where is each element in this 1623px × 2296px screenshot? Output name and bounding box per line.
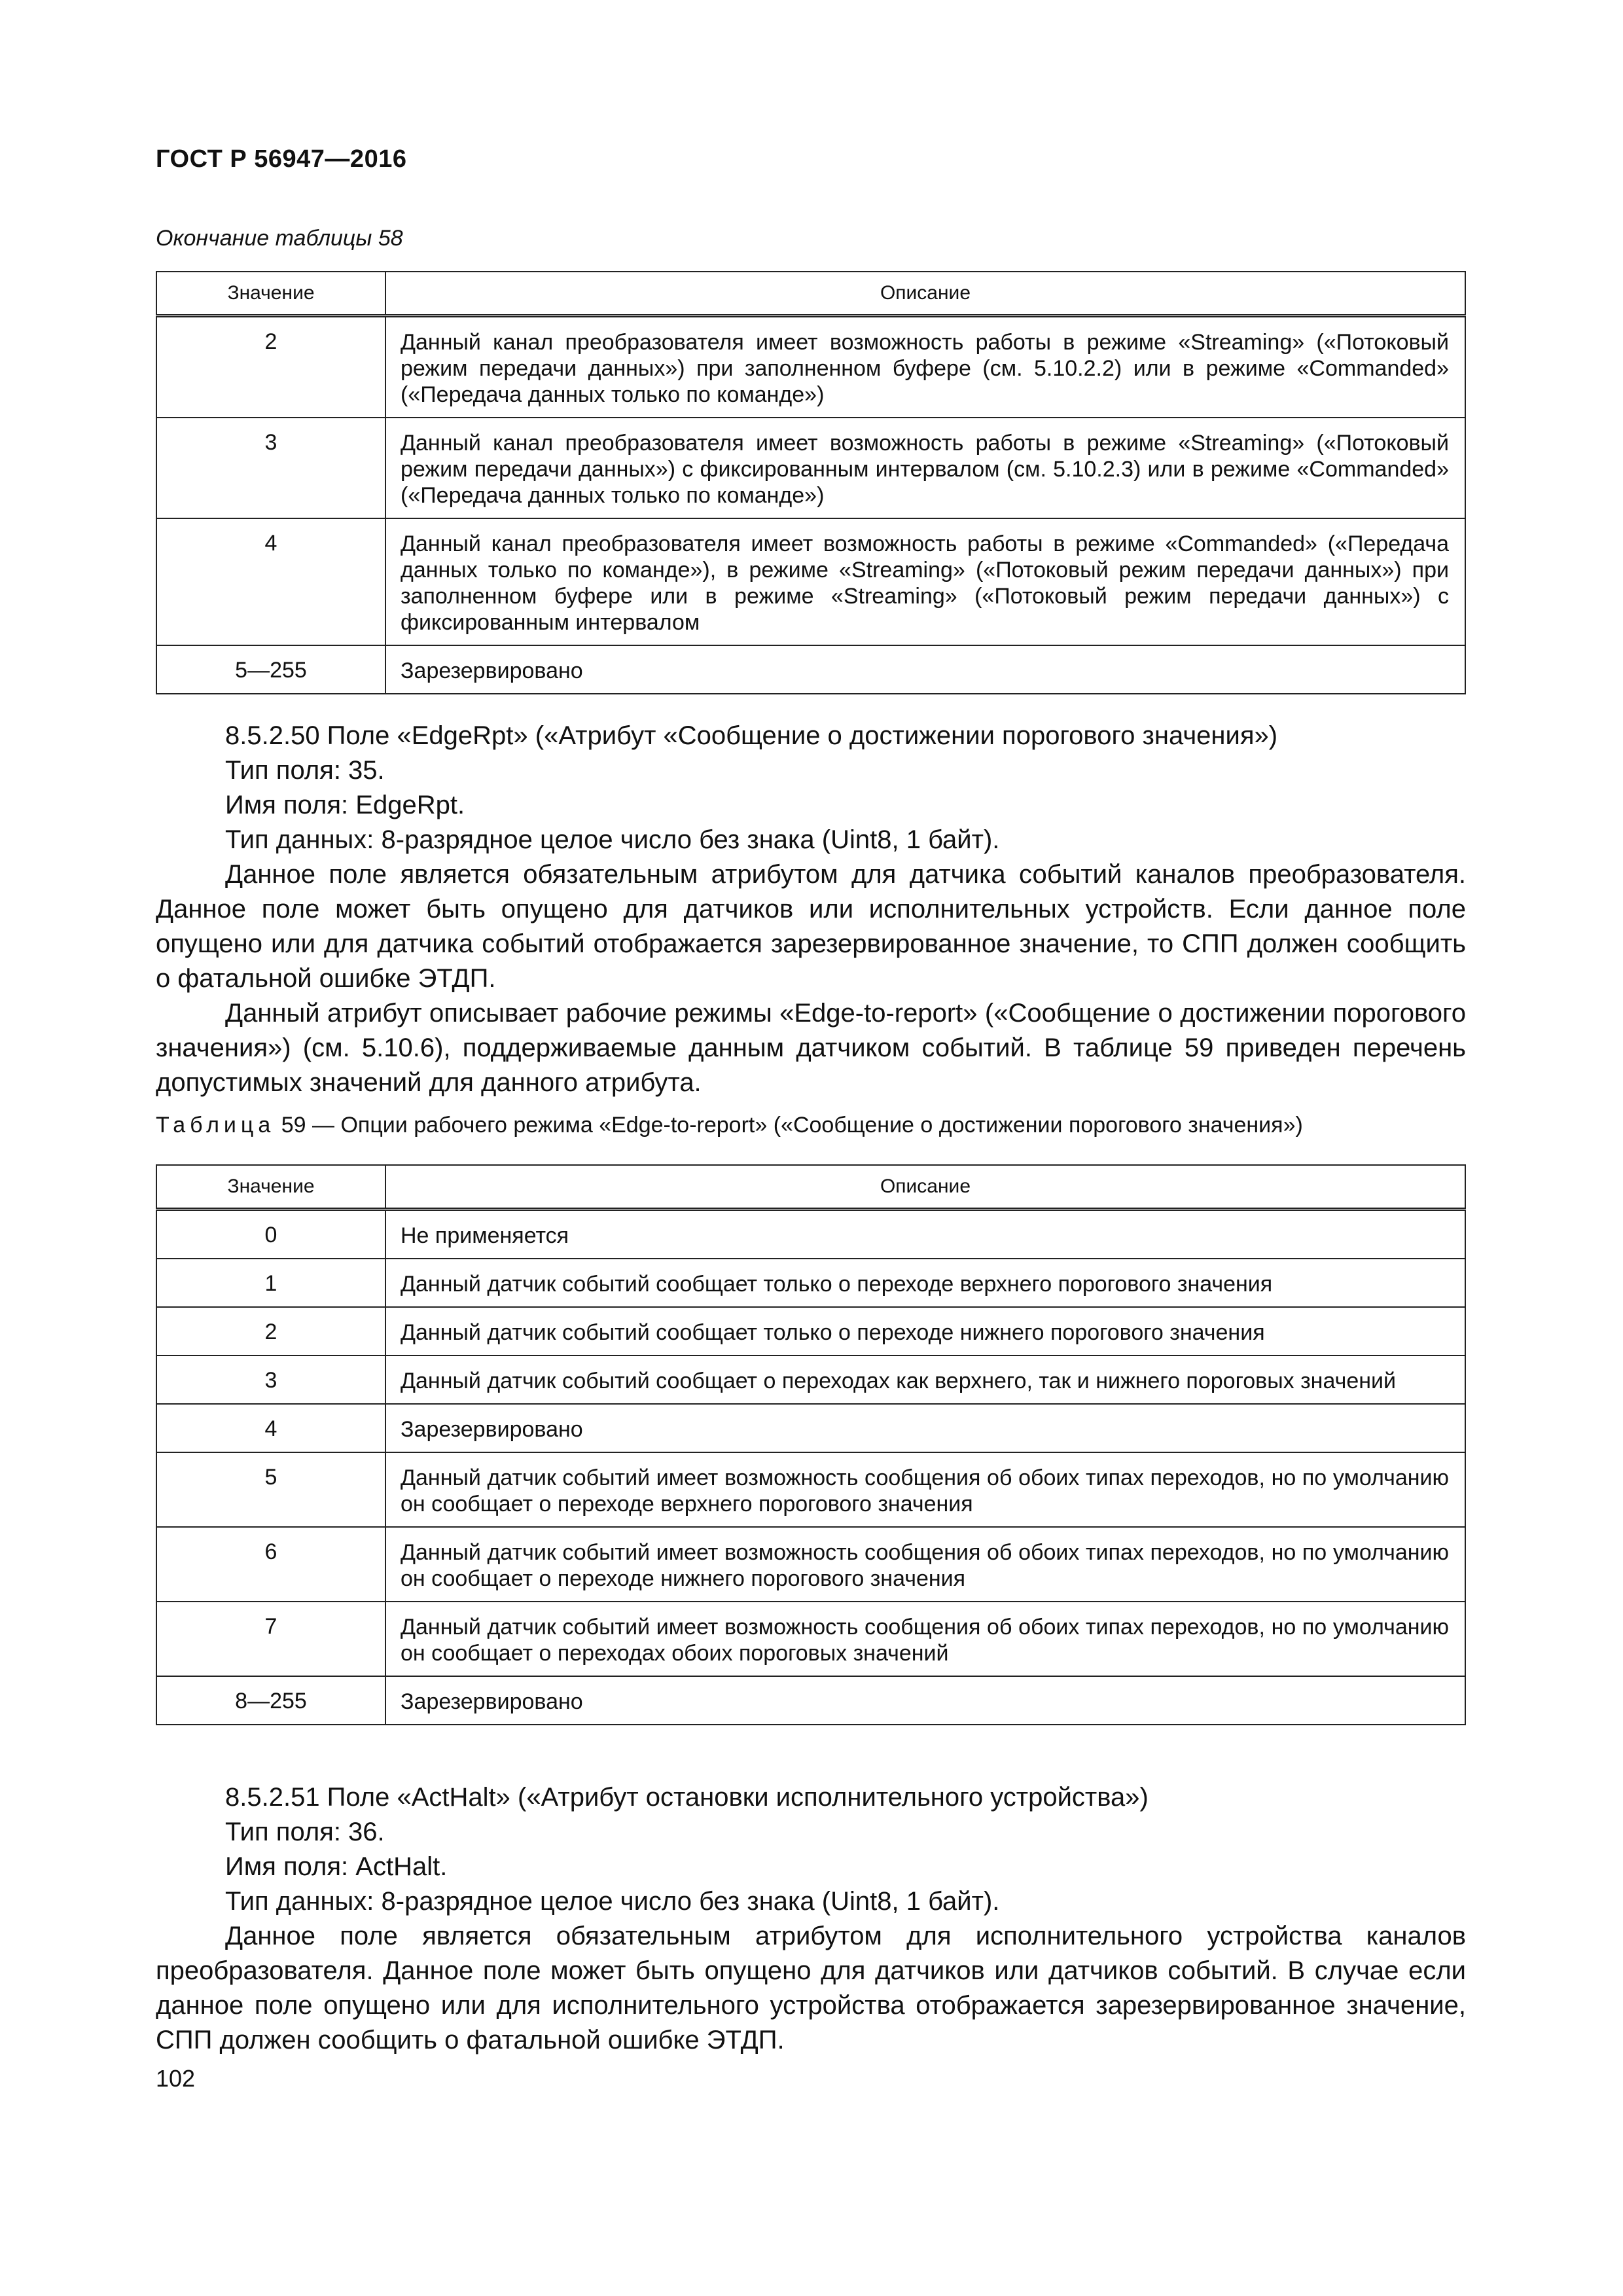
paragraph: Данный атрибут описывает рабочие режимы «Edge-to-report» («Сообщение о достижении порогового значения») (см. 5.10.6), поддерживаемые данным датчиком событий. В таблице 59 приведен перечень допустимых значений для данного атрибута. <box>156 999 1466 1097</box>
table-59-caption <box>156 1113 1303 1138</box>
field-type: Тип поля: 35. <box>225 756 385 785</box>
row-description: Данный канал преобразователя имеет возможность работы в режиме «Streaming» («Потоковый режим передачи данных») с фиксированным интервалом (см. 5.10.2.3) или в режиме «Commanded» («Передача данных только по команде») <box>385 418 1465 518</box>
column-header-description: Описание <box>385 1165 1465 1210</box>
table-row <box>156 1452 1465 1527</box>
row-description: Зарезервировано <box>385 645 1465 694</box>
section-8-5-2-51 <box>156 1780 1466 2058</box>
field-name: Имя поля: EdgeRpt. <box>225 791 465 819</box>
row-value: 1 <box>156 1259 385 1307</box>
row-value: 2 <box>156 316 385 418</box>
table-row <box>156 1527 1465 1602</box>
row-value: 7 <box>156 1602 385 1676</box>
row-value: 3 <box>156 418 385 518</box>
row-value: 5—255 <box>156 645 385 694</box>
page-number: 102 <box>156 2065 196 2092</box>
table-row <box>156 645 1465 694</box>
row-description: Зарезервировано <box>385 1404 1465 1452</box>
section-heading: 8.5.2.51 Поле «ActHalt» («Атрибут остановки исполнительного устройства») <box>225 1783 1149 1812</box>
paragraph: Данное поле является обязательным атрибутом для исполнительного устройства каналов преобразователя. Данное поле может быть опущено для датчиков или датчиков событий. В случае если данное поле опущено или для исполнительного устройства отображается зарезервированное значение, СПП должен сообщить о фатальной ошибке ЭТДП. <box>156 1922 1466 2054</box>
section-8-5-2-50 <box>156 719 1466 1100</box>
row-description: Данный канал преобразователя имеет возможность работы в режиме «Streaming» («Потоковый режим передачи данных») при заполненном буфере (см. 5.10.2.2) или в режиме «Commanded» («Передача данных только по команде») <box>385 316 1465 418</box>
row-description: Данный канал преобразователя имеет возможность работы в режиме «Commanded» («Передача данных только по команде»), в режиме «Streaming» («Потоковый режим передачи данных») при заполненном буфере или в режиме «Streaming» («Потоковый режим передачи данных») с фиксированным интервалом <box>385 518 1465 645</box>
table-58-continuation-label: Окончание таблицы 58 <box>156 226 403 251</box>
standard-code-header: ГОСТ Р 56947—2016 <box>156 145 407 173</box>
row-value: 6 <box>156 1527 385 1602</box>
paragraph: Данное поле является обязательным атрибутом для датчика событий каналов преобразователя. Данное поле может быть опущено для датчиков или исполнительных устройств. Если данное поле опущено или для датчика событий отображается зарезервированное значение, то СПП должен сообщить о фатальной ошибке ЭТДП. <box>156 860 1466 993</box>
row-value: 0 <box>156 1210 385 1259</box>
table-row <box>156 518 1465 645</box>
column-header-value: Значение <box>156 272 385 316</box>
table-row <box>156 316 1465 418</box>
row-description: Не применяется <box>385 1210 1465 1259</box>
table-59 <box>156 1164 1466 1725</box>
data-type: Тип данных: 8-разрядное целое число без знака (Uint8, 1 байт). <box>225 825 1000 854</box>
table-row <box>156 1210 1465 1259</box>
field-type: Тип поля: 36. <box>225 1818 385 1846</box>
row-value: 2 <box>156 1307 385 1355</box>
table-caption-text: 59 — Опции рабочего режима «Edge-to-report» («Сообщение о достижении порогового значения») <box>275 1113 1303 1138</box>
table-row <box>156 1602 1465 1676</box>
row-value: 8—255 <box>156 1676 385 1725</box>
table-row <box>156 1355 1465 1404</box>
table-header-row <box>156 1165 1465 1210</box>
row-description: Данный датчик событий имеет возможность сообщения об обоих типах переходов, но по умолчанию он сообщает о переходе нижнего порогового значения <box>385 1527 1465 1602</box>
data-type: Тип данных: 8-разрядное целое число без знака (Uint8, 1 байт). <box>225 1887 1000 1916</box>
row-description: Данный датчик событий сообщает только о переходе верхнего порогового значения <box>385 1259 1465 1307</box>
table-caption-prefix: Таблица <box>156 1113 276 1138</box>
column-header-description: Описание <box>385 272 1465 316</box>
section-heading: 8.5.2.50 Поле «EdgeRpt» («Атрибут «Сообщение о достижении порогового значения») <box>225 721 1278 750</box>
row-description: Данный датчик событий имеет возможность сообщения об обоих типах переходов, но по умолчанию он сообщает о переходе верхнего порогового значения <box>385 1452 1465 1527</box>
table-row <box>156 1676 1465 1725</box>
row-value: 4 <box>156 1404 385 1452</box>
table-58 <box>156 271 1466 694</box>
field-name: Имя поля: ActHalt. <box>225 1852 448 1881</box>
row-description: Данный датчик событий имеет возможность сообщения об обоих типах переходов, но по умолчанию он сообщает о переходах обоих пороговых значений <box>385 1602 1465 1676</box>
row-description: Данный датчик событий сообщает только о переходе нижнего порогового значения <box>385 1307 1465 1355</box>
row-value: 4 <box>156 518 385 645</box>
table-row <box>156 1259 1465 1307</box>
table-row <box>156 1307 1465 1355</box>
table-row <box>156 1404 1465 1452</box>
row-value: 5 <box>156 1452 385 1527</box>
table-header-row <box>156 272 1465 316</box>
row-description: Зарезервировано <box>385 1676 1465 1725</box>
row-description: Данный датчик событий сообщает о переходах как верхнего, так и нижнего пороговых значений <box>385 1355 1465 1404</box>
column-header-value: Значение <box>156 1165 385 1210</box>
table-row <box>156 418 1465 518</box>
row-value: 3 <box>156 1355 385 1404</box>
